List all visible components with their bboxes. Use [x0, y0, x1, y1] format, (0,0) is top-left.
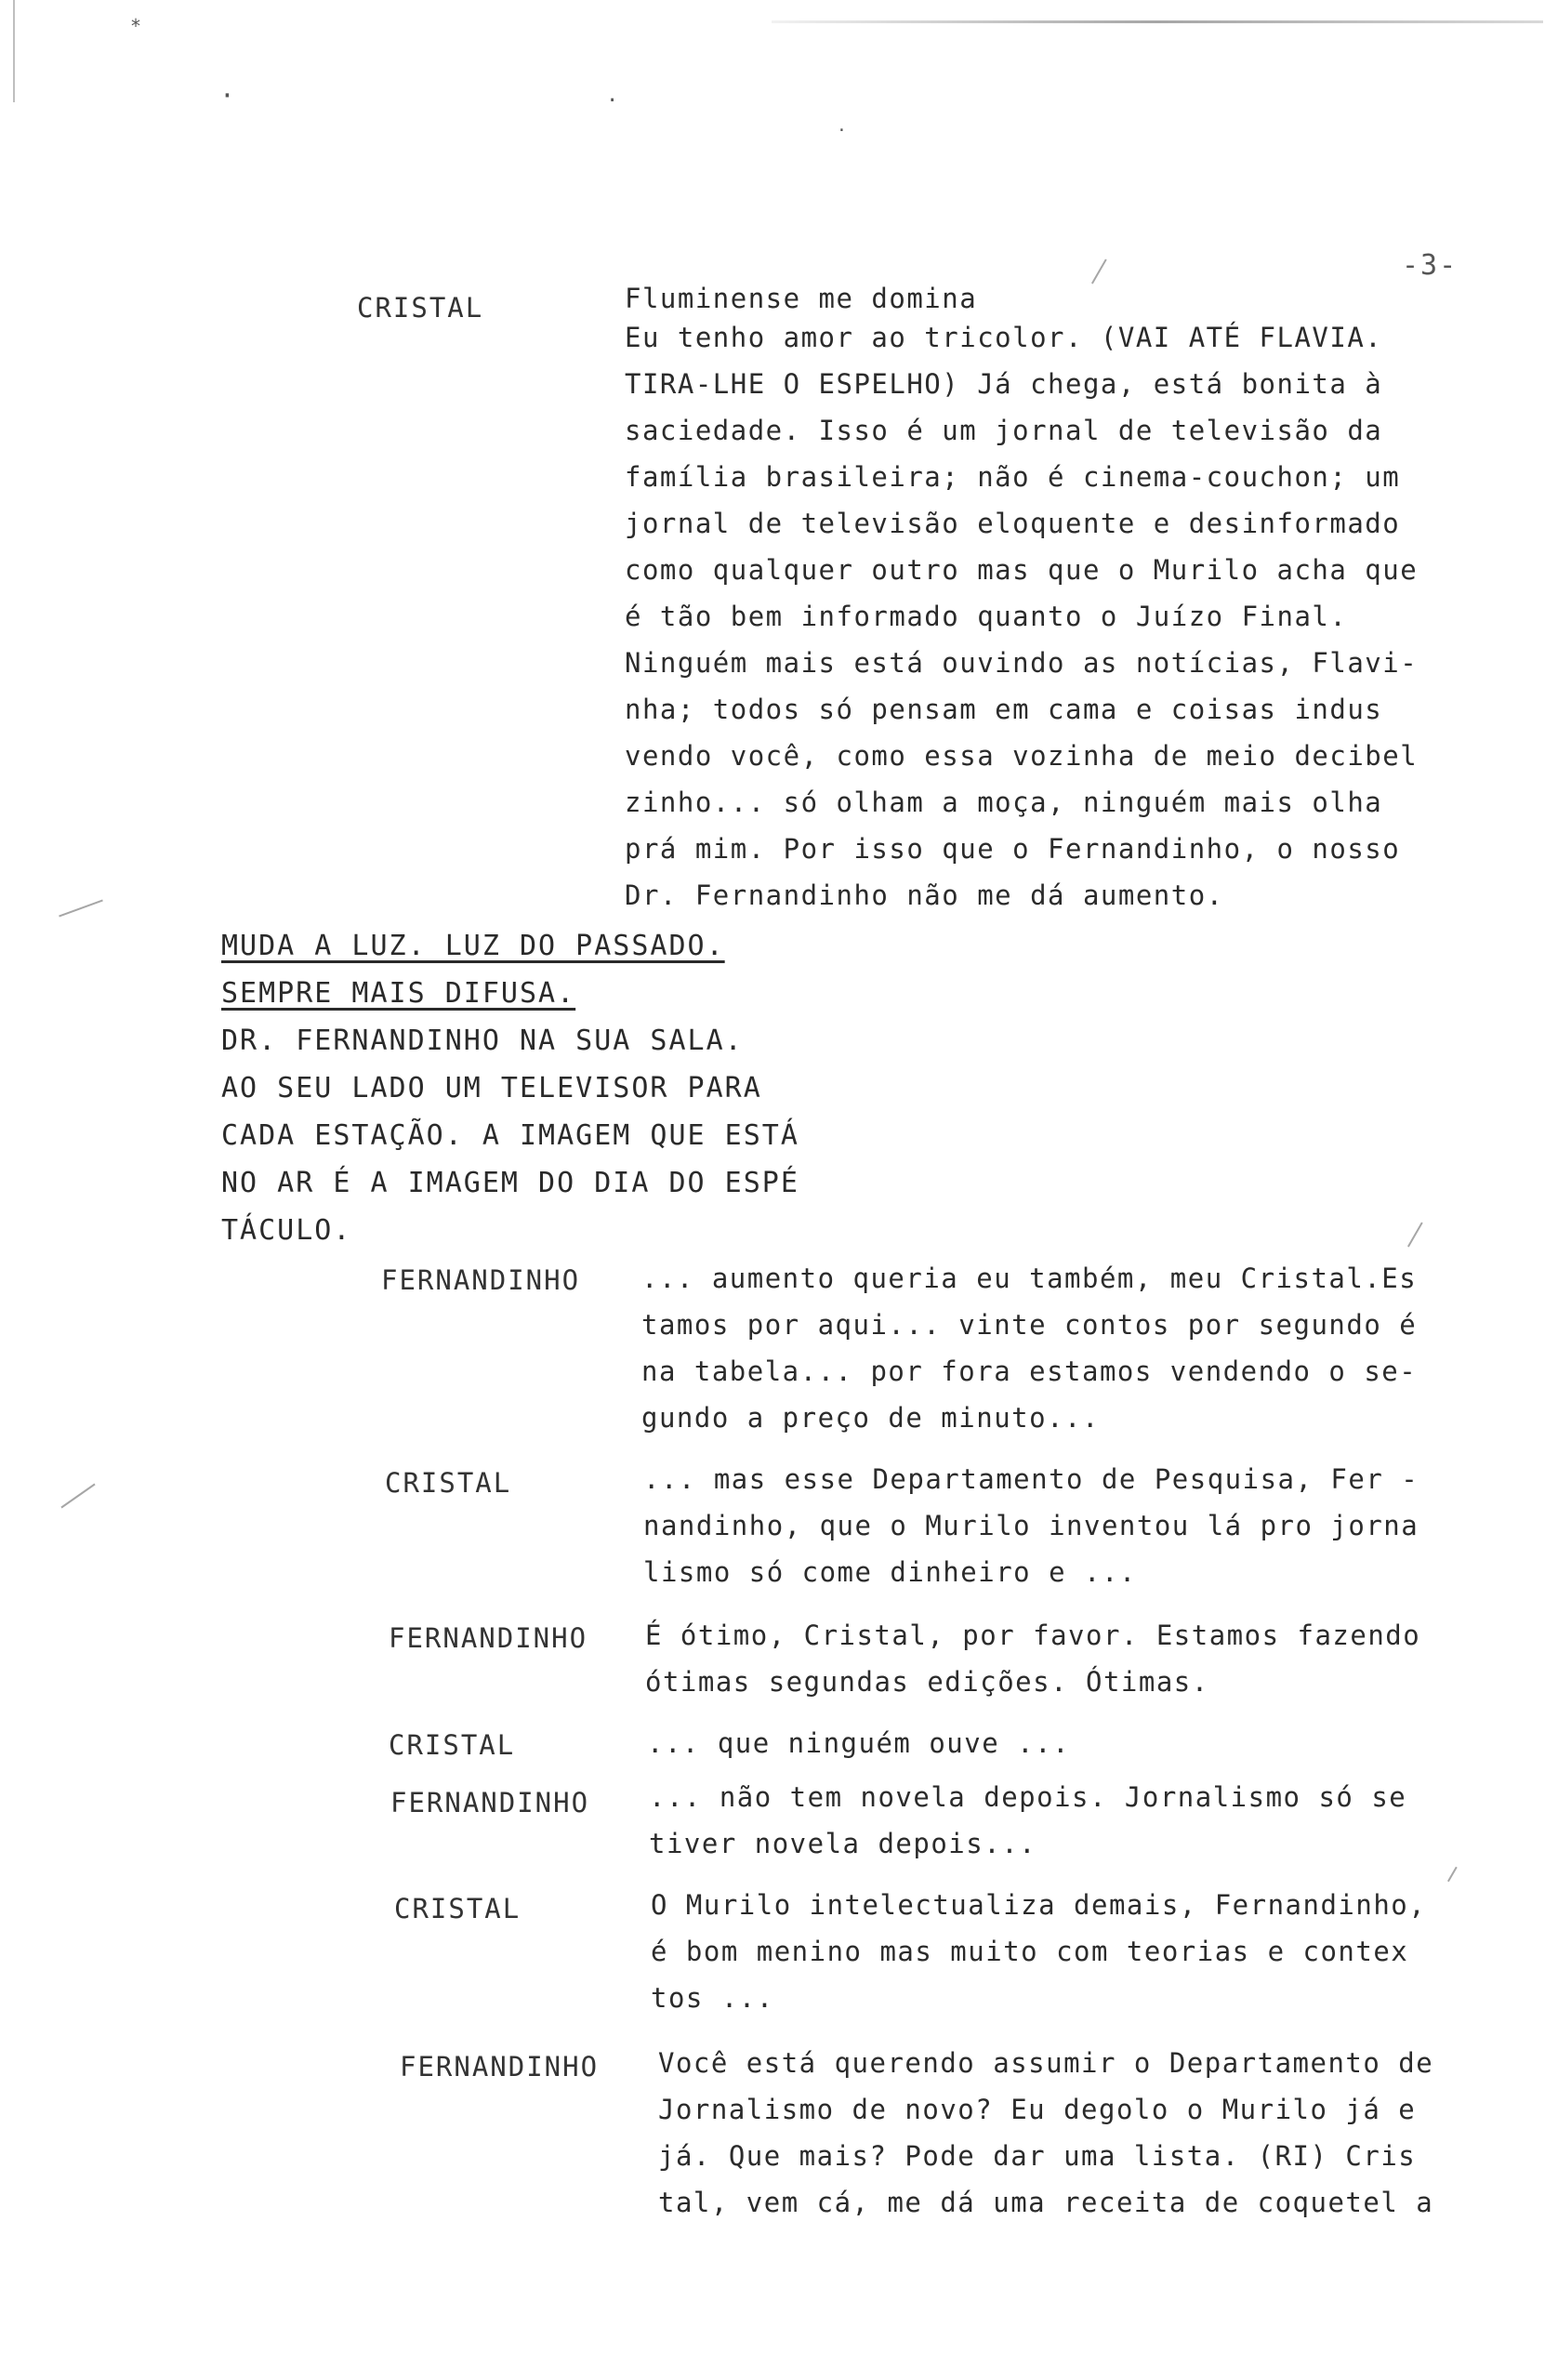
dialogue-line: é tão bem informado quanto o Juízo Final. [625, 601, 1348, 632]
pencil-mark [1407, 1223, 1439, 1257]
dialogue-line: tamos por aqui... vinte contos por segundo é [641, 1309, 1418, 1341]
speaker-name: CRISTAL [394, 1893, 522, 1924]
dialogue-line: ótimas segundas edições. Ótimas. [645, 1666, 1209, 1698]
dialogue-line: tal, vem cá, me dá uma receita de coquetel a [658, 2187, 1434, 2218]
dialogue-line: é bom menino mas muito com teorias e contex [651, 1936, 1409, 1967]
dialogue-line: ... aumento queria eu também, meu Cristal.Es [641, 1263, 1418, 1294]
dialogue-line: gundo a preço de minuto... [641, 1402, 1100, 1434]
dialogue-line: nha; todos só pensam em cama e coisas indus [625, 694, 1383, 725]
dialogue-line: ... que ninguém ouve ... [647, 1727, 1071, 1759]
dialogue-text [647, 1720, 1070, 1766]
dialogue-line: Jornalismo de novo? Eu degolo o Murilo já e [658, 2094, 1417, 2125]
dialogue-line: O Murilo intelectualiza demais, Fernandinho, [651, 1889, 1427, 1921]
dialogue-line: ... não tem novela depois. Jornalismo só se [649, 1781, 1407, 1813]
dialogue-line: zinho... só olham a moça, ninguém mais olha [625, 787, 1383, 818]
stage-line: DR. FERNANDINHO NA SUA SALA. [221, 1025, 744, 1057]
stage-line: CADA ESTAÇÃO. A IMAGEM QUE ESTÁ [221, 1119, 799, 1152]
dialogue-line: tiver novela depois... [649, 1828, 1037, 1859]
dialogue-line: prá mim. Por isso que o Fernandinho, o nosso [625, 833, 1401, 865]
dialogue-line: já. Que mais? Pode dar uma lista. (RI) Cris [658, 2140, 1417, 2172]
speaker-name: FERNANDINHO [381, 1264, 581, 1296]
pencil-mark [60, 1484, 95, 1509]
dialogue-text [649, 1774, 1406, 1867]
speaker-name: FERNANDINHO [390, 1787, 590, 1818]
speaker-name: FERNANDINHO [389, 1622, 588, 1654]
dialogue-line: vendo você, como essa vozinha de meio decibel [625, 740, 1419, 772]
dialogue-line: jornal de televisão eloquente e desinformado [625, 508, 1401, 539]
dialogue-line: Ninguém mais está ouvindo as notícias, Flavi- [625, 647, 1419, 679]
dialogue-line: tos ... [651, 1982, 774, 2014]
dialogue-line: na tabela... por fora estamos vendendo o se- [641, 1355, 1418, 1387]
stage-line: MUDA A LUZ. LUZ DO PASSADO. [221, 930, 725, 962]
stage-line: NO AR É A IMAGEM DO DIA DO ESPÉ [221, 1167, 799, 1199]
dialogue-line: Você está querendo assumir o Departamento de [658, 2047, 1434, 2079]
dialogue-line: Dr. Fernandinho não me dá aumento. [625, 879, 1224, 911]
scan-speck: · [219, 80, 235, 111]
dialogue-text [651, 1882, 1426, 2021]
scan-speck: . [606, 84, 619, 107]
dialogue-text [625, 283, 1418, 919]
dialogue-line: saciedade. Isso é um jornal de televisão da [625, 415, 1383, 446]
stage-line: SEMPRE MAIS DIFUSA. [221, 977, 576, 1010]
dialogue-line: TIRA-LHE O ESPELHO) Já chega, está bonita à [625, 368, 1383, 400]
speaker-name: CRISTAL [357, 292, 484, 324]
dialogue-text [658, 2040, 1433, 2226]
dialogue-line: ... mas esse Departamento de Pesquisa, Fer - [643, 1463, 1419, 1495]
stage-direction [221, 922, 799, 1254]
speaker-name: FERNANDINHO [400, 2051, 600, 2082]
pencil-mark [1447, 1867, 1473, 1892]
dialogue-line: Eu tenho amor ao tricolor. (VAI ATÉ FLAVIA. [625, 322, 1383, 353]
scan-speck: * [130, 15, 142, 37]
dialogue-line: família brasileira; não é cinema-couchon; um [625, 461, 1401, 493]
dialogue-text [645, 1612, 1420, 1705]
speaker-name: CRISTAL [385, 1467, 512, 1499]
dialogue-line: nandinho, que o Murilo inventou lá pro jorna [643, 1510, 1419, 1541]
page-number: -3- [1402, 249, 1459, 282]
scan-top-edge [772, 20, 1543, 23]
scan-left-edge [13, 0, 15, 102]
dialogue-text [641, 1255, 1417, 1441]
dialogue-line: Fluminense me domina [625, 283, 978, 314]
dialogue-line: lismo só come dinheiro e ... [643, 1556, 1137, 1588]
dialogue-text [643, 1456, 1419, 1595]
dialogue-line: É ótimo, Cristal, por favor. Estamos fazendo [645, 1620, 1421, 1651]
stage-line: TÁCULO. [221, 1214, 352, 1247]
scan-speck: · [837, 121, 847, 140]
pencil-mark [59, 900, 103, 918]
speaker-name: CRISTAL [389, 1729, 516, 1761]
stage-line: AO SEU LADO UM TELEVISOR PARA [221, 1072, 762, 1104]
dialogue-line: como qualquer outro mas que o Murilo acha que [625, 554, 1419, 586]
